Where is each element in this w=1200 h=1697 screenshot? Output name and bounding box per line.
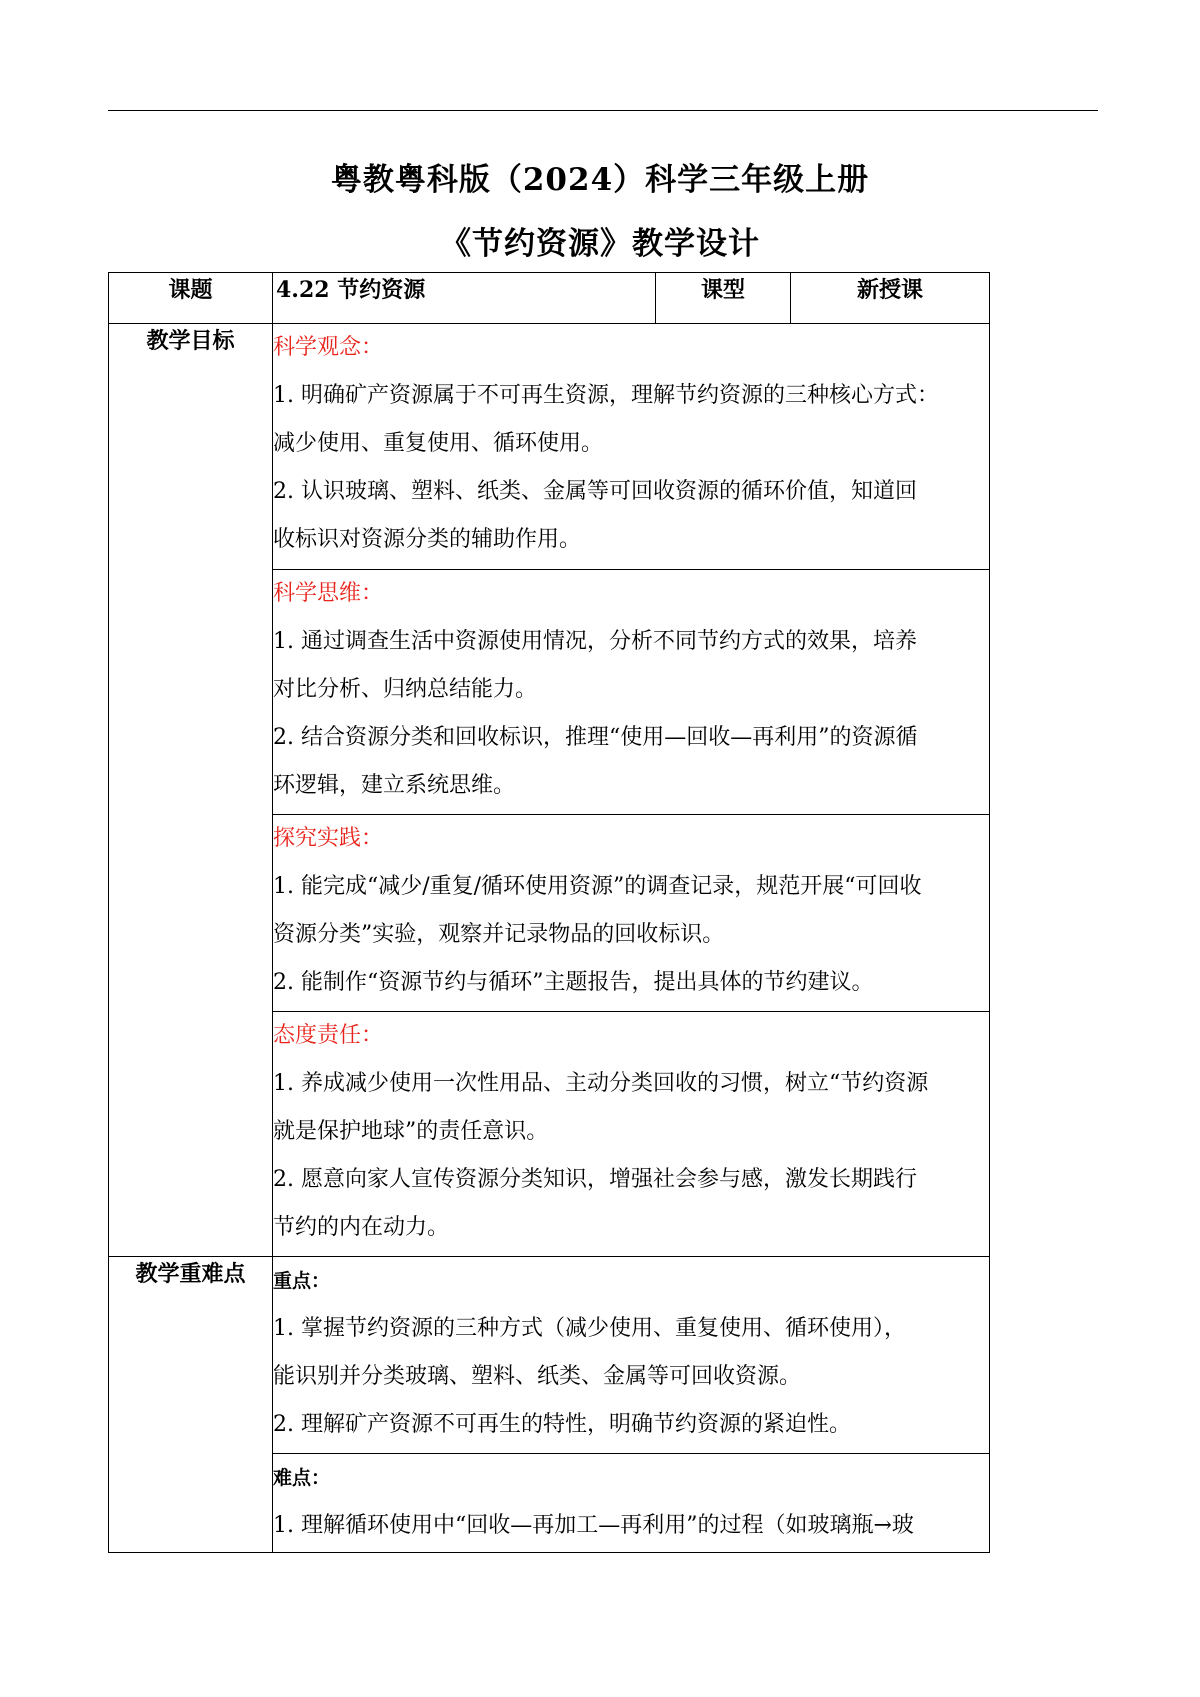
keypoints-label: 教学重难点 — [109, 1257, 273, 1553]
text-line: 1. 理解循环使用中“回收—再加工—再利用”的过程（如玻璃瓶→玻 — [273, 1513, 914, 1538]
objectives-attitude-cell — [273, 1012, 990, 1257]
text-line: 节约的内在动力。 — [273, 1215, 450, 1240]
text-line: 2. 结合资源分类和回收标识，推理“使用—回收—再利用”的资源循 — [273, 725, 918, 750]
type-value: 新授课 — [791, 273, 990, 324]
objectives-concept-cell — [273, 324, 990, 570]
topic-value: 4.22 节约资源 — [273, 273, 656, 324]
keypoints-difficulty-cell — [273, 1454, 990, 1553]
text-line: 资源分类”实验，观察并记录物品的回收标识。 — [273, 922, 725, 947]
document-subtitle: 《节约资源》教学设计 — [440, 226, 760, 262]
text-line: 2. 理解矿产资源不可再生的特性，明确节约资源的紧迫性。 — [273, 1412, 851, 1437]
text-line: 1. 明确矿产资源属于不可再生资源，理解节约资源的三种核心方式： — [273, 383, 939, 408]
text-line: 收标识对资源分类的辅助作用。 — [273, 527, 582, 552]
header-row — [109, 273, 990, 324]
section-heading: 重点： — [273, 1270, 331, 1292]
text-line: 2. 能制作“资源节约与循环”主题报告，提出具体的节约建议。 — [273, 970, 874, 995]
keypoints-focus-cell — [273, 1257, 990, 1454]
topic-label: 课题 — [109, 273, 273, 324]
header-rule — [108, 110, 1098, 111]
text-line: 1. 养成减少使用一次性用品、主动分类回收的习惯，树立“节约资源 — [273, 1071, 929, 1096]
section-heading: 科学观念： — [273, 335, 384, 360]
text-line: 就是保护地球”的责任意识。 — [273, 1119, 549, 1144]
objectives-thinking-cell — [273, 570, 990, 815]
type-label: 课型 — [656, 273, 791, 324]
text-line: 环逻辑，建立系统思维。 — [273, 773, 516, 798]
text-line: 1. 掌握节约资源的三种方式（减少使用、重复使用、循环使用）， — [273, 1316, 906, 1341]
section-heading: 难点： — [273, 1467, 331, 1489]
text-line: 1. 通过调查生活中资源使用情况，分析不同节约方式的效果，培养 — [273, 629, 917, 654]
keypoints-row-focus — [109, 1257, 990, 1454]
text-line: 减少使用、重复使用、循环使用。 — [273, 431, 604, 456]
text-line: 能识别并分类玻璃、塑料、纸类、金属等可回收资源。 — [273, 1364, 802, 1389]
objectives-row-concept — [109, 324, 990, 570]
text-line: 1. 能完成“减少/重复/循环使用资源”的调查记录，规范开展“可回收 — [273, 874, 922, 899]
section-heading: 科学思维： — [273, 581, 384, 606]
section-heading: 态度责任： — [273, 1023, 384, 1048]
document-title: 粤教粤科版（2024）科学三年级上册 — [330, 162, 870, 198]
section-heading: 探究实践： — [273, 826, 384, 851]
text-line: 对比分析、归纳总结能力。 — [273, 677, 538, 702]
text-line: 2. 愿意向家人宣传资源分类知识，增强社会参与感，激发长期践行 — [273, 1167, 917, 1192]
text-line: 2. 认识玻璃、塑料、纸类、金属等可回收资源的循环价值，知道回 — [273, 479, 917, 504]
lesson-plan-table — [108, 272, 990, 1553]
objectives-label: 教学目标 — [109, 324, 273, 1257]
objectives-practice-cell — [273, 815, 990, 1012]
